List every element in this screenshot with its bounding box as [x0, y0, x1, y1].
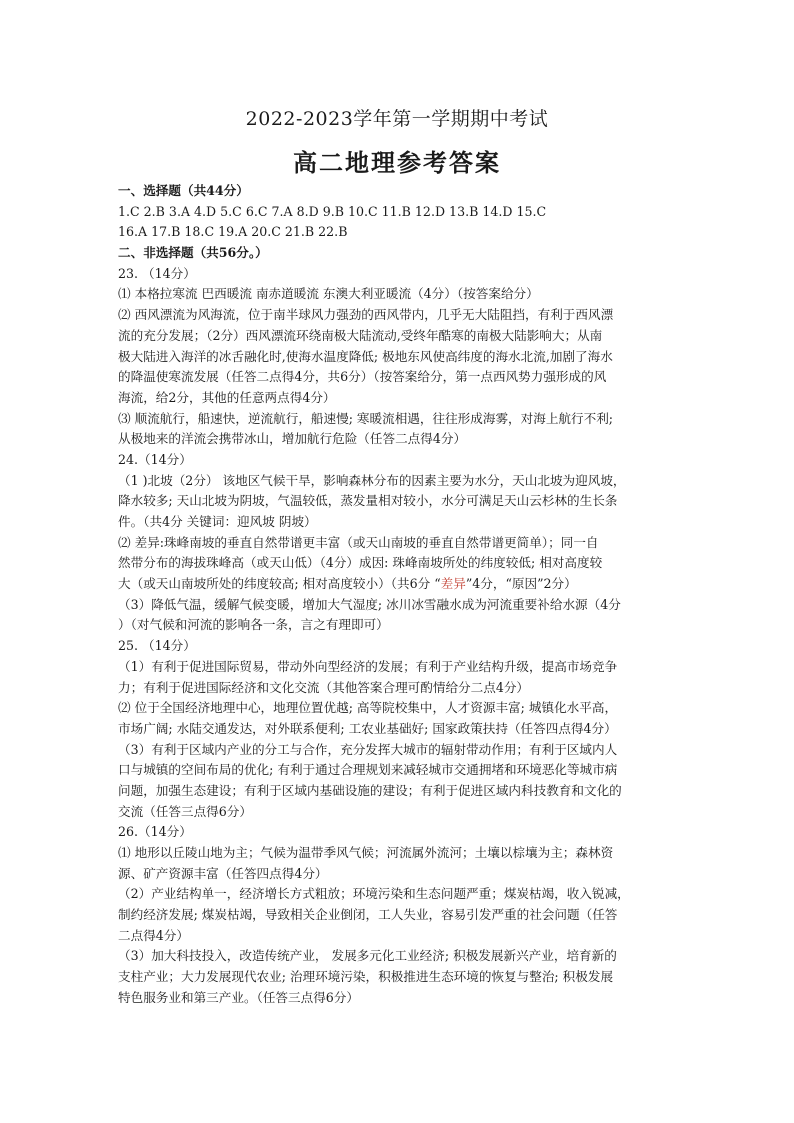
- answer-key-title: 高二地理参考答案: [293, 148, 501, 177]
- q25-line: 交流（任答三点得6分）: [118, 803, 252, 819]
- q24-line: 降水较多; 天山北坡为阴坡，气温较低，蒸发量相对较小，水分可满足天山云杉林的生长条: [118, 493, 618, 509]
- q23-line: 极大陆进入海洋的冰舌融化时,使海水温度降低; 极地东风使高纬度的海水北流,加剧了海水: [118, 348, 613, 364]
- q25-line: （3）有利于区域内产业的分工与合作，充分发挥大城市的辐射带动作用；有利于区域内人: [118, 741, 618, 757]
- answer-body: [118, 181, 680, 1009]
- q25-line: 力；有利于促进国际经济和文化交流（其他答案合理可酌情给分二点4分）: [118, 679, 530, 695]
- q26-heading: 26.（14分）: [118, 824, 192, 840]
- q23-line: 海流，给2分，其他的任意两点得4分）: [118, 389, 336, 405]
- q23-line: 从极地来的洋流会携带冰山，增加航行危险（任答二点得4分）: [118, 431, 467, 447]
- exam-title: 2022-2023学年第一学期期中考试: [245, 108, 549, 130]
- q24-line-part: 大（或天山南坡所处的纬度较高; 相对高度较小）（共6分 “: [118, 576, 441, 592]
- q23-line: 的降温使寒流发展（任答二点得4分，共6分）（按答案给分，第一点西风势力强形成的风: [118, 369, 607, 385]
- q23-line: ⑶ 顺流航行，船速快，逆流航行，船速慢; 寒暖流相遇，往往形成海雾，对海上航行不利;: [118, 410, 614, 426]
- q24-highlight-text: 差异: [440, 576, 466, 592]
- choice-heading: 一、选择题（共44分）: [118, 183, 249, 198]
- q24-line: ⑵ 差异:珠峰南坡的垂直自然带谱更丰富（或天山南坡的垂直自然带谱更简单）；同一自: [118, 534, 599, 550]
- q24-line: [118, 574, 680, 595]
- q25-line: 市场广阔; 水陆交通发达，对外联系便利; 工农业基础好; 国家政策扶持（任答四点得4分）: [118, 720, 617, 736]
- q26-line: 源、矿产资源丰富（任答四点得4分）: [118, 865, 328, 881]
- q24-line: 然带分布的海拔珠峰高（或天山低）（4分）成因: 珠峰南坡所处的纬度较低; 相对高度较: [118, 555, 603, 571]
- q23-line: ⑵ 西风漂流为风海流，位于南半球风力强劲的西风带内，几乎无大陆阻挡，有利于西风漂: [118, 307, 614, 323]
- q25-line: 口与城镇的空间布局的优化; 有利于通过合理规划来减轻城市交通拥堵和环境恶化等城市病: [118, 762, 618, 778]
- q25-line: （1）有利于促进国际贸易，带动外向型经济的发展；有利于产业结构升级，提高市场竞争: [118, 658, 618, 674]
- q24-line: 件。（共4分 关键词：迎风坡 阴坡）: [118, 514, 317, 529]
- q26-line: （2）产业结构单一，经济增长方式粗放；环境污染和生态问题严重；煤炭枯竭，收入锐减，: [118, 886, 630, 902]
- q26-line: 二点得4分）: [118, 927, 189, 943]
- q23-heading: 23. （14分）: [118, 265, 196, 281]
- q23-line: 流的充分发展；（2分）西风漂流环绕南极大陆流动,受终年酷寒的南极大陆影响大；从南: [118, 327, 603, 343]
- q24-line-part: ”4分，“原因”2分）: [465, 576, 577, 592]
- q24-line: ）（对气候和河流的影响各一条，言之有理即可）: [118, 617, 389, 633]
- q26-line: （3）加大科技投入，改造传统产业， 发展多元化工业经济; 积极发展新兴产业，培育新的: [118, 948, 617, 964]
- q25-line: 问题，加强生态建设；有利于区域内基础设施的建设；有利于促进区域内科技教育和文化的: [118, 782, 622, 798]
- q25-line: ⑵ 位于全国经济地理中心，地理位置优越; 高等院校集中，人才资源丰富; 城镇化水平高，: [118, 700, 618, 716]
- q24-heading: 24.（14分）: [118, 451, 192, 467]
- choice-answers-line-1: 1.C 2.B 3.A 4.D 5.C 6.C 7.A 8.D 9.B 10.C 11.B 12.D 13.B 14.D 15.C: [118, 203, 547, 219]
- q25-heading: 25. （14分）: [118, 638, 196, 654]
- nonchoice-heading: 二、非选择题（共56分。）: [118, 245, 268, 261]
- choice-answers-line-2: 16.A 17.B 18.C 19.A 20.C 21.B 22.B: [118, 224, 348, 240]
- q24-line: （3）降低气温，缓解气候变暖，增加大气湿度; 冰川冰雪融水成为河流重要补给水源（4分: [118, 596, 621, 612]
- q26-line: 特色服务业和第三产业。（任答三点得6分）: [118, 989, 359, 1005]
- q23-line: ⑴ 本格拉寒流 巴西暖流 南赤道暖流 东澳大利亚暖流（4分）（按答案给分）: [118, 286, 539, 302]
- q26-line: 制约经济发展; 煤炭枯竭，导致相关企业倒闭，工人失业，容易引发严重的社会问题（任答: [118, 907, 618, 923]
- q26-line: 支柱产业；大力发展现代农业; 治理环境污染，积极推进生态环境的恢复与整治; 积极发展: [118, 969, 614, 985]
- q26-line: ⑴ 地形以丘陵山地为主；气候为温带季风气候；河流属外流河；土壤以棕壤为主；森林资: [118, 845, 614, 860]
- q24-line: （1 )北坡（2分） 该地区气候干旱，影响森林分布的因素主要为水分，天山北坡为迎风坡，: [118, 472, 626, 488]
